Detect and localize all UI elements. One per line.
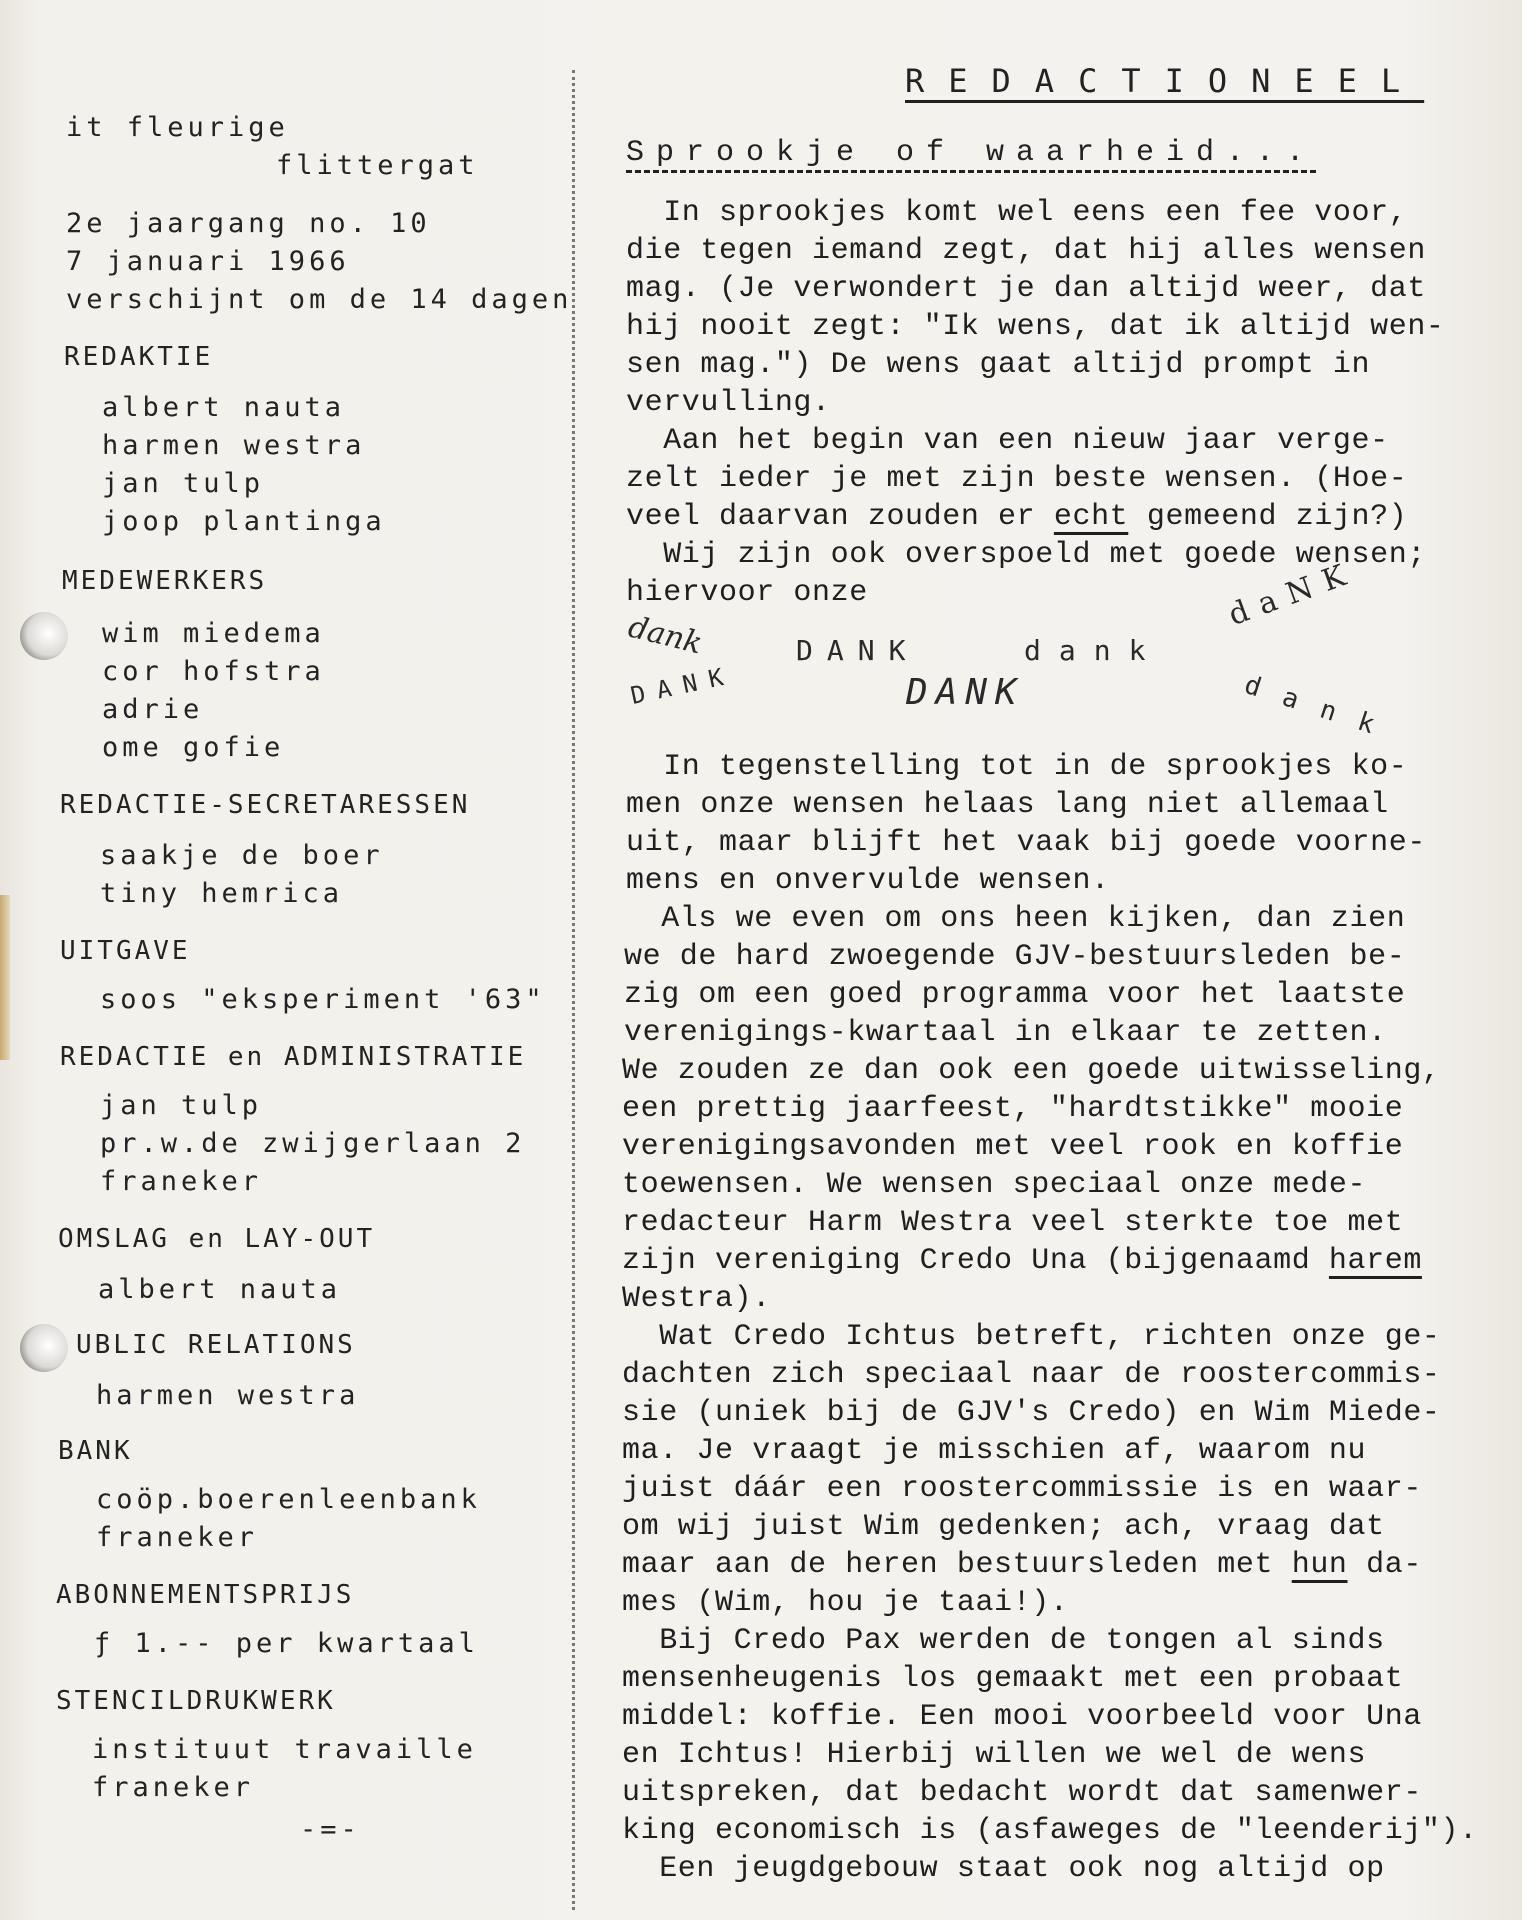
section-heading-bank: BANK bbox=[58, 1436, 133, 1466]
text-line: mag. (Je verwondert je dan altijd weer, dat bbox=[626, 272, 1426, 306]
dank-word: dank bbox=[1024, 634, 1164, 667]
underlined-word: echt bbox=[1053, 500, 1129, 534]
text-line: Westra). bbox=[622, 1282, 771, 1316]
text-line: om wij juist Wim gedenken; ach, vraag dat bbox=[622, 1510, 1385, 1544]
text-line: veel daarvan zouden er echt gemeend zijn?) bbox=[626, 500, 1408, 534]
text-line: Bij Credo Pax werden de tongen al sinds bbox=[622, 1624, 1385, 1658]
issue-frequency: verschijnt om de 14 dagen bbox=[66, 284, 573, 315]
dank-word: dank bbox=[1240, 670, 1401, 748]
dank-word: DANK bbox=[906, 672, 1025, 713]
text-line: sie (uniek bij de GJV's Credo) en Wim Miede- bbox=[622, 1396, 1441, 1430]
colophon-line: franeker bbox=[100, 1166, 263, 1197]
colophon-line: harmen westra bbox=[102, 430, 366, 461]
issue-number: 2e jaargang no. 10 bbox=[66, 208, 431, 239]
text-line: zig om een goed programma voor het laatste bbox=[624, 978, 1406, 1012]
newsletter-title-line2: flittergat bbox=[276, 150, 479, 181]
text-line: mens en onvervulde wensen. bbox=[626, 864, 1110, 898]
colophon-line: jan tulp bbox=[102, 468, 265, 499]
text-line: toewensen. We wensen speciaal onze mede- bbox=[622, 1168, 1367, 1202]
colophon-line: cor hofstra bbox=[102, 656, 325, 687]
colophon-line: albert nauta bbox=[98, 1274, 342, 1305]
editorial-column bbox=[620, 0, 1520, 1920]
text-line: redacteur Harm Westra veel sterkte toe met bbox=[622, 1206, 1404, 1240]
newsletter-title-line1: it fleurige bbox=[66, 112, 289, 143]
masthead: REDACTIONEEL bbox=[905, 62, 1425, 100]
colophon-line: joop plantinga bbox=[102, 506, 386, 537]
colophon-line: franeker bbox=[96, 1522, 259, 1553]
dank-word: daNK bbox=[1224, 554, 1362, 633]
text-line: Wij zijn ook overspoeld met goede wensen; bbox=[626, 538, 1426, 572]
text-line: verenigings-kwartaal in elkaar te zetten. bbox=[624, 1016, 1387, 1050]
text-line: Een jeugdgebouw staat ook nog altijd op bbox=[622, 1852, 1385, 1886]
colophon-line: harmen westra bbox=[96, 1380, 360, 1411]
section-heading-medewerkers: MEDEWERKERS bbox=[62, 566, 268, 596]
section-heading-public-relations: UBLIC RELATIONS bbox=[76, 1330, 356, 1360]
text-line: die tegen iemand zegt, dat hij alles wensen bbox=[626, 234, 1426, 268]
colophon-line: ƒ 1.-- per kwartaal bbox=[94, 1628, 479, 1659]
section-heading-administratie: REDACTIE en ADMINISTRATIE bbox=[60, 1042, 527, 1072]
article-subtitle: Sprookje of waarheid... bbox=[626, 136, 1317, 170]
colophon-line: franeker bbox=[92, 1772, 255, 1803]
text-line: dachten zich speciaal naar de roostercommis- bbox=[622, 1358, 1441, 1392]
text-line: Wat Credo Ichtus betreft, richten onze ge- bbox=[622, 1320, 1441, 1354]
section-heading-lay-out: OMSLAG en LAY-OUT bbox=[58, 1224, 376, 1254]
text-line: In sprookjes komt wel eens een fee voor, bbox=[626, 196, 1408, 230]
dank-word: DANK bbox=[796, 634, 920, 667]
text-line: Als we even om ons heen kijken, dan zien bbox=[624, 902, 1406, 936]
text-line: mensenheugenis los gemaakt met een probaat bbox=[622, 1662, 1404, 1696]
text-line: zelt ieder je met zijn beste wensen. (Hoe- bbox=[626, 462, 1408, 496]
text-line: middel: koffie. Een mooi voorbeeld voor Una bbox=[622, 1700, 1422, 1734]
text-line: hiervoor onze bbox=[626, 576, 868, 610]
colophon-line: jan tulp bbox=[100, 1090, 263, 1121]
text-line: zijn vereniging Credo Una (bijgenaamd harem bbox=[622, 1244, 1422, 1278]
colophon-line: pr.w.de zwijgerlaan 2 bbox=[100, 1128, 526, 1159]
section-heading-uitgave: UITGAVE bbox=[60, 936, 191, 966]
text-line: ma. Je vraagt je misschien af, waarom nu bbox=[622, 1434, 1367, 1468]
text-line: uit, maar blijft het vaak bij goede voorne- bbox=[626, 826, 1426, 860]
text-line: en Ichtus! Hierbij willen we wel de wens bbox=[622, 1738, 1367, 1772]
section-heading-redaktie: REDAKTIE bbox=[64, 342, 214, 372]
text-line: uitspreken, dat bedacht wordt dat samenwer- bbox=[622, 1776, 1422, 1810]
text-line: king economisch is (asfaweges de "leenderij"). bbox=[622, 1814, 1478, 1848]
underlined-word: hun bbox=[1291, 1548, 1348, 1582]
colophon-line: wim miedema bbox=[102, 618, 325, 649]
text-line: een prettig jaarfeest, "hardtstikke" mooie bbox=[622, 1092, 1404, 1126]
colophon-line: saakje de boer bbox=[100, 840, 384, 871]
underlined-word: harem bbox=[1328, 1244, 1422, 1278]
text-line: juist dáár een roostercommissie is en waar- bbox=[622, 1472, 1422, 1506]
colophon-line: albert nauta bbox=[102, 392, 346, 423]
section-heading-abonnementsprijs: ABONNEMENTSPRIJS bbox=[56, 1580, 355, 1610]
text-line: men onze wensen helaas lang niet allemaal bbox=[626, 788, 1389, 822]
colophon-line: coöp.boerenleenbank bbox=[96, 1484, 481, 1515]
colophon-line: tiny hemrica bbox=[100, 878, 344, 909]
dank-word: dank bbox=[624, 609, 706, 662]
text-line: mes (Wim, hou je taai!). bbox=[622, 1586, 1069, 1620]
end-mark: -=- bbox=[300, 1814, 361, 1845]
text-line: In tegenstelling tot in de sprookjes ko- bbox=[626, 750, 1408, 784]
issue-date: 7 januari 1966 bbox=[66, 246, 350, 277]
text-line: Aan het begin van een nieuw jaar verge- bbox=[626, 424, 1389, 458]
colophon-line: ome gofie bbox=[102, 732, 285, 763]
dank-word: DANK bbox=[628, 660, 738, 710]
text-line: verenigingsavonden met veel rook en koffie bbox=[622, 1130, 1404, 1164]
text-line: vervulling. bbox=[626, 386, 831, 420]
colophon-line: instituut travaille bbox=[92, 1734, 477, 1765]
section-heading-secretaressen: REDACTIE-SECRETARESSEN bbox=[60, 790, 471, 820]
text-line: hij nooit zegt: "Ik wens, dat ik altijd wen- bbox=[626, 310, 1445, 344]
column-divider bbox=[572, 70, 575, 1910]
colophon-column bbox=[0, 0, 573, 1920]
colophon-line: soos "eksperiment '63" bbox=[100, 984, 546, 1015]
text-line: maar aan de heren bestuursleden met hun da- bbox=[622, 1548, 1422, 1582]
text-line: We zouden ze dan ook een goede uitwisseling, bbox=[622, 1054, 1441, 1088]
text-line: sen mag.") De wens gaat altijd prompt in bbox=[626, 348, 1371, 382]
section-heading-stencildrukwerk: STENCILDRUKWERK bbox=[56, 1686, 336, 1716]
colophon-line: adrie bbox=[102, 694, 204, 725]
text-line: we de hard zwoegende GJV-bestuursleden be- bbox=[624, 940, 1406, 974]
